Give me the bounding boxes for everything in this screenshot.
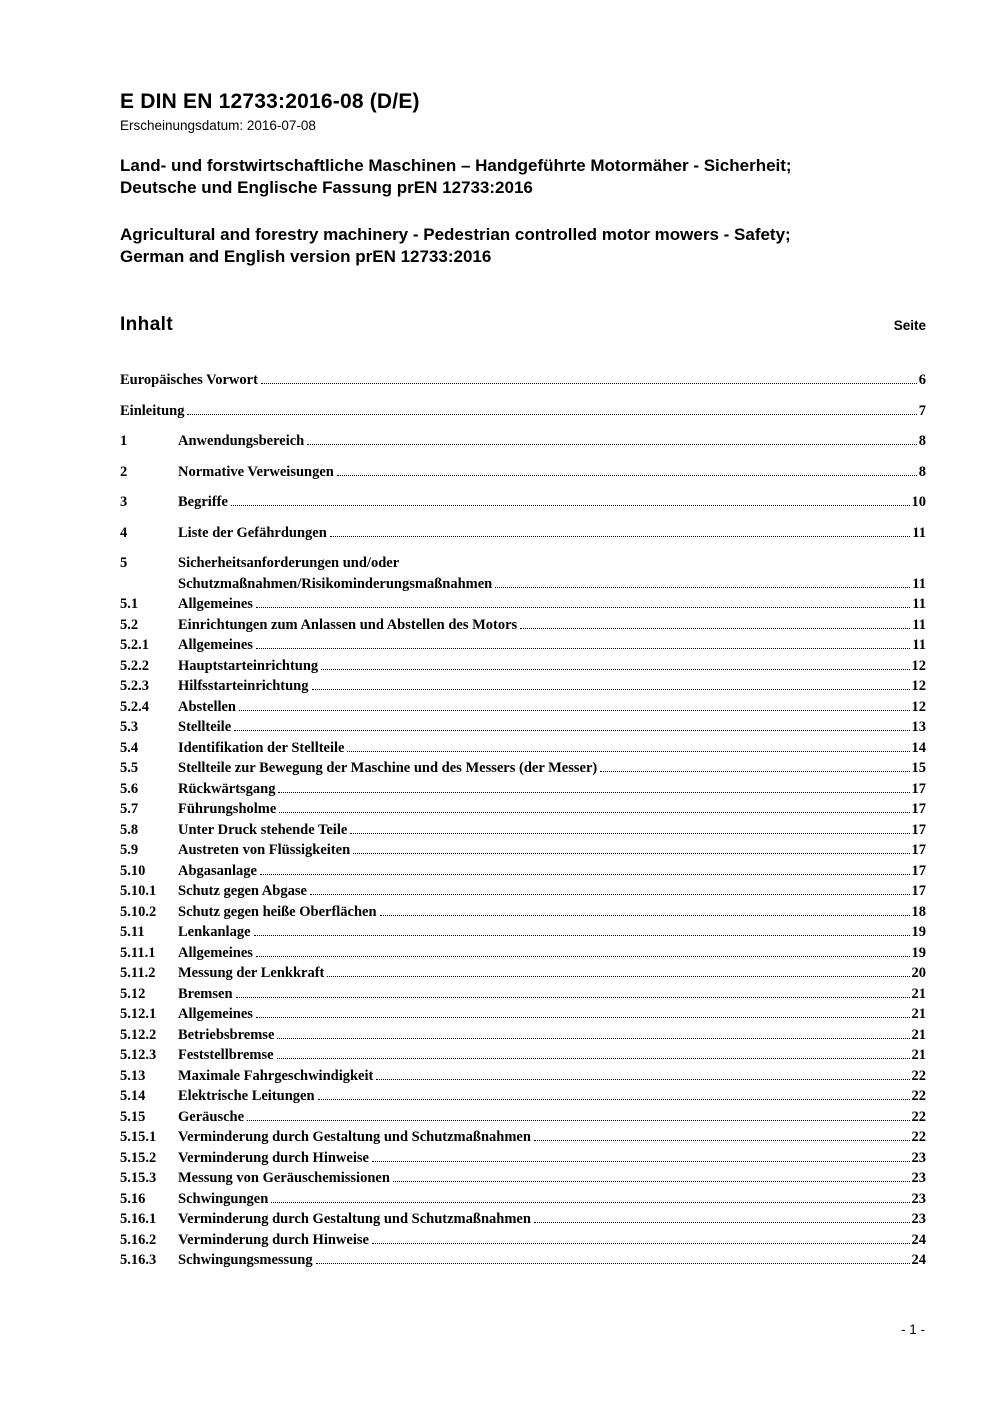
toc-entry-number: 5.7 — [120, 801, 139, 817]
toc-entry-number: 5.16 — [120, 1190, 146, 1207]
toc-entry-number: 5.9 — [120, 842, 139, 858]
toc-entry-title: Einleitung — [120, 402, 185, 419]
toc-entry-page: 19 — [911, 944, 926, 961]
toc-entry-page: 21 — [911, 1026, 926, 1043]
toc-entry-number: 3 — [120, 494, 128, 510]
toc-entry — [120, 717, 926, 738]
toc-entry-page: 11 — [912, 637, 926, 653]
toc-dot-leader — [337, 472, 917, 476]
toc-entry-page: 17 — [911, 780, 926, 797]
toc-dot-leader — [318, 1096, 910, 1100]
toc-entry — [120, 943, 926, 964]
toc-entry-page: 11 — [912, 575, 926, 592]
toc-entry-title: Schutz gegen heiße Oberflächen — [178, 903, 377, 920]
toc-entry-number: 5.13 — [120, 1067, 146, 1084]
toc-entry — [120, 370, 926, 391]
toc-dot-leader — [187, 411, 916, 415]
toc-entry-title: Geräusche — [178, 1108, 245, 1125]
toc-entry — [120, 594, 926, 615]
toc-entry-page: 17 — [911, 862, 926, 879]
toc-dot-leader — [380, 912, 910, 916]
toc-entry-page: 22 — [911, 1067, 926, 1084]
toc-entry-number: 5.2.3 — [120, 678, 149, 694]
toc-entry-title: Schwingungsmessung — [178, 1252, 313, 1268]
toc-list — [120, 370, 926, 1271]
toc-entry-title: Feststellbremse — [178, 1047, 274, 1063]
toc-dot-leader — [312, 686, 910, 690]
document-title-english — [120, 224, 926, 268]
toc-entry-title: Maximale Fahrgeschwindigkeit — [178, 1067, 374, 1084]
toc-entry-page: 24 — [911, 1252, 926, 1268]
toc-entry-title: Messung von Geräuschemissionen — [178, 1170, 390, 1186]
toc-entry-number: 5.14 — [120, 1088, 146, 1104]
toc-dot-leader — [330, 533, 911, 537]
toc-dot-leader — [393, 1178, 910, 1182]
toc-entry — [120, 462, 926, 483]
toc-entry-title: Schutz gegen Abgase — [178, 883, 307, 899]
toc-heading: Inhalt — [120, 314, 174, 335]
title-english-line2: German and English version prEN 12733:2016 — [120, 247, 492, 266]
title-german-line2: Deutsche und Englische Fassung prEN 12733:2016 — [120, 178, 533, 197]
toc-entry-number: 5.10.2 — [120, 903, 157, 920]
page-content — [120, 90, 926, 1271]
toc-entry-number: 5.3 — [120, 719, 139, 735]
toc-entry-title: Normative Verweisungen — [178, 463, 334, 480]
toc-entry-title: Abgasanlage — [178, 862, 257, 879]
toc-entry-page: 10 — [911, 494, 926, 510]
toc-entry-page: 12 — [911, 678, 926, 694]
toc-dot-leader — [372, 1158, 910, 1162]
toc-entry-page: 20 — [911, 965, 926, 981]
toc-entry-page: 23 — [911, 1149, 926, 1166]
toc-entry — [120, 635, 926, 656]
toc-entry-title: Betriebsbremse — [178, 1026, 275, 1043]
toc-entry-title: Verminderung durch Gestaltung und Schutzmaßnahmen — [178, 1129, 531, 1145]
toc-entry-title: Einrichtungen zum Anlassen und Abstellen des Motors — [178, 616, 518, 633]
toc-dot-leader — [321, 666, 909, 670]
toc-entry — [120, 1168, 926, 1189]
toc-entry-page: 22 — [911, 1108, 926, 1125]
toc-dot-leader — [310, 891, 910, 895]
toc-entry-number: 5.15 — [120, 1108, 146, 1125]
toc-entry-number: 5.4 — [120, 739, 139, 756]
toc-dot-leader — [247, 1117, 909, 1121]
toc-entry-page: 19 — [911, 924, 926, 940]
toc-dot-leader — [254, 932, 910, 936]
toc-entry-title: Allgemeines — [178, 596, 253, 612]
toc-entry-number: 5.6 — [120, 780, 139, 797]
toc-entry-number: 2 — [120, 463, 128, 480]
toc-dot-leader — [236, 994, 910, 998]
toc-entry — [120, 1066, 926, 1087]
toc-dot-leader — [260, 871, 910, 875]
toc-entry-title: Bremsen — [178, 985, 233, 1002]
toc-dot-leader — [277, 1055, 910, 1059]
toc-entry-page: 6 — [918, 372, 926, 388]
toc-dot-leader — [327, 973, 909, 977]
toc-entry-page: 18 — [911, 903, 926, 920]
toc-entry-page: 7 — [918, 402, 926, 419]
toc-dot-leader — [279, 809, 909, 813]
toc-entry-title: Schwingungen — [178, 1190, 269, 1207]
toc-entry-title: Rückwärtsgang — [178, 780, 276, 797]
title-german-line1: Land- und forstwirtschaftliche Maschinen – Handgeführte Motormäher - Sicherheit; — [120, 156, 792, 175]
toc-entry-number: 5.12.1 — [120, 1006, 157, 1022]
toc-dot-leader — [316, 1260, 910, 1264]
toc-entry-page: 17 — [911, 821, 926, 838]
toc-entry-title: Schutzmaßnahmen/Risikominderungsmaßnahmen — [178, 575, 493, 592]
publication-date: Erscheinungsdatum: 2016-07-08 — [120, 118, 316, 133]
toc-entry-number: 5.2.1 — [120, 637, 149, 653]
toc-entry — [120, 984, 926, 1005]
toc-entry-number: 5.5 — [120, 760, 139, 776]
toc-entry — [120, 820, 926, 841]
toc-entry-title: Austreten von Flüssigkeiten — [178, 842, 351, 858]
toc-entry-number: 5.12.2 — [120, 1026, 157, 1043]
toc-entry — [120, 963, 926, 984]
toc-dot-leader — [520, 625, 910, 629]
toc-entry-title: Hilfsstarteinrichtung — [178, 678, 309, 694]
toc-entry-page: 24 — [911, 1231, 926, 1248]
toc-entry-page: 12 — [911, 698, 926, 715]
toc-entry — [120, 1045, 926, 1066]
toc-entry-number: 5.11 — [120, 924, 145, 940]
toc-entry — [120, 1004, 926, 1025]
toc-dot-leader — [278, 789, 909, 793]
toc-entry — [120, 738, 926, 759]
toc-entry — [120, 840, 926, 861]
toc-entry-number: 5.2.4 — [120, 698, 149, 715]
toc-dot-leader — [307, 441, 917, 445]
toc-entry-page: 21 — [911, 1006, 926, 1022]
toc-entry-number: 5.2 — [120, 616, 139, 633]
toc-entry-number: 5.2.2 — [120, 657, 149, 674]
toc-entry-title: Europäisches Vorwort — [120, 372, 258, 388]
toc-entry — [120, 523, 926, 544]
toc-dot-leader — [347, 748, 909, 752]
toc-entry-number: 5.10 — [120, 862, 146, 879]
toc-entry — [120, 697, 926, 718]
toc-entry — [120, 861, 926, 882]
toc-entry — [120, 758, 926, 779]
toc-entry-title: Stellteile — [178, 719, 232, 735]
toc-entry-title: Sicherheitsanforderungen und/oder — [178, 555, 400, 571]
toc-entry-title: Identifikation der Stellteile — [178, 739, 345, 756]
toc-entry-page: 17 — [911, 842, 926, 858]
toc-entry — [120, 1086, 926, 1107]
toc-entry — [120, 431, 926, 452]
toc-entry — [120, 492, 926, 513]
toc-entry-title: Verminderung durch Hinweise — [178, 1231, 369, 1248]
toc-entry — [120, 1107, 926, 1128]
toc-entry-title: Allgemeines — [178, 944, 253, 961]
toc-entry — [120, 881, 926, 902]
toc-entry — [120, 922, 926, 943]
document-title-german — [120, 155, 926, 199]
toc-entry — [120, 401, 926, 422]
toc-entry-number: 1 — [120, 433, 128, 449]
toc-entry-title: Unter Druck stehende Teile — [178, 821, 348, 838]
toc-entry — [120, 902, 926, 923]
toc-entry-number: 5.15.2 — [120, 1149, 157, 1166]
toc-entry — [120, 676, 926, 697]
toc-entry-title: Führungsholme — [178, 801, 277, 817]
toc-dot-leader — [239, 707, 910, 711]
toc-entry-title: Allgemeines — [178, 637, 253, 653]
toc-entry-page: 21 — [911, 1047, 926, 1063]
toc-dot-leader — [353, 850, 909, 854]
toc-entry-page: 14 — [911, 739, 926, 756]
toc-entry-page: 15 — [911, 760, 926, 776]
toc-entry-number: 5.12.3 — [120, 1047, 157, 1063]
toc-entry — [120, 1209, 926, 1230]
toc-dot-leader — [350, 830, 909, 834]
toc-entry — [120, 1230, 926, 1251]
toc-entry-number: 5.15.3 — [120, 1170, 157, 1186]
toc-entry-number: 4 — [120, 524, 128, 541]
toc-entry-number: 5.15.1 — [120, 1129, 157, 1145]
toc-dot-leader — [376, 1076, 909, 1080]
toc-entry-page: 11 — [912, 616, 926, 633]
toc-entry-page: 8 — [918, 463, 926, 480]
toc-entry — [120, 1250, 926, 1271]
toc-entry-page: 23 — [911, 1190, 926, 1207]
toc-entry-page: 23 — [911, 1211, 926, 1227]
toc-dot-leader — [534, 1137, 910, 1141]
toc-entry-number: 5.11.1 — [120, 944, 156, 961]
toc-entry — [120, 574, 926, 595]
toc-entry-page: 12 — [911, 657, 926, 674]
toc-entry — [120, 779, 926, 800]
toc-entry — [120, 615, 926, 636]
toc-page-column-label: Seite — [893, 318, 926, 333]
toc-entry — [120, 1148, 926, 1169]
toc-entry-number: 5.1 — [120, 596, 139, 612]
toc-entry — [120, 656, 926, 677]
toc-entry-title: Anwendungsbereich — [178, 433, 305, 449]
toc-entry-title: Messung der Lenkkraft — [178, 965, 325, 981]
toc-entry-title: Hauptstarteinrichtung — [178, 657, 319, 674]
toc-entry-page: 17 — [911, 883, 926, 899]
toc-dot-leader — [256, 604, 910, 608]
toc-dot-leader — [534, 1219, 910, 1223]
toc-entry-title: Elektrische Leitungen — [178, 1088, 315, 1104]
toc-entry-number: 5.16.3 — [120, 1252, 157, 1268]
toc-dot-leader — [234, 727, 909, 731]
toc-entry — [120, 799, 926, 820]
toc-dot-leader — [372, 1240, 910, 1244]
toc-entry-page: 22 — [911, 1088, 926, 1104]
toc-entry-page: 22 — [911, 1129, 926, 1145]
toc-entry-page: 11 — [912, 524, 926, 541]
toc-entry-title: Abstellen — [178, 698, 236, 715]
toc-entry-title: Verminderung durch Hinweise — [178, 1149, 369, 1166]
toc-entry-number: 5.8 — [120, 821, 139, 838]
toc-dot-leader — [256, 953, 910, 957]
toc-entry-number: 5.10.1 — [120, 883, 157, 899]
toc-dot-leader — [495, 584, 910, 588]
footer-page-number: - 1 - — [900, 1322, 925, 1337]
toc-entry — [120, 553, 926, 574]
toc-entry-page: 11 — [912, 596, 926, 612]
toc-dot-leader — [271, 1199, 909, 1203]
toc-entry-page: 13 — [911, 719, 926, 735]
title-english-line1: Agricultural and forestry machinery - Pedestrian controlled motor mowers - Safety; — [120, 225, 791, 244]
toc-header-row — [120, 314, 926, 336]
document-number: E DIN EN 12733:2016-08 (D/E) — [120, 90, 420, 113]
toc-entry-title: Lenkanlage — [178, 924, 251, 940]
toc-entry-page: 8 — [918, 433, 926, 449]
toc-entry — [120, 1025, 926, 1046]
toc-entry-page: 17 — [911, 801, 926, 817]
toc-dot-leader — [231, 502, 910, 506]
toc-entry — [120, 1127, 926, 1148]
toc-entry-title: Liste der Gefährdungen — [178, 524, 327, 541]
toc-dot-leader — [600, 768, 909, 772]
toc-dot-leader — [261, 380, 917, 384]
toc-entry-title: Stellteile zur Bewegung der Maschine und des Messers (der Messer) — [178, 760, 598, 776]
toc-entry-number: 5.16.2 — [120, 1231, 157, 1248]
toc-entry-number: 5.16.1 — [120, 1211, 157, 1227]
toc-dot-leader — [277, 1035, 909, 1039]
toc-entry-title: Verminderung durch Gestaltung und Schutzmaßnahmen — [178, 1211, 531, 1227]
toc-entry-number: 5.12 — [120, 985, 146, 1002]
toc-entry-page: 21 — [911, 985, 926, 1002]
toc-entry-title: Allgemeines — [178, 1006, 253, 1022]
toc-entry — [120, 1189, 926, 1210]
toc-entry-title: Begriffe — [178, 494, 228, 510]
toc-dot-leader — [256, 1014, 910, 1018]
toc-entry-number: 5 — [120, 555, 128, 571]
toc-dot-leader — [256, 645, 910, 649]
toc-entry-page: 23 — [911, 1170, 926, 1186]
toc-entry-number: 5.11.2 — [120, 965, 156, 981]
